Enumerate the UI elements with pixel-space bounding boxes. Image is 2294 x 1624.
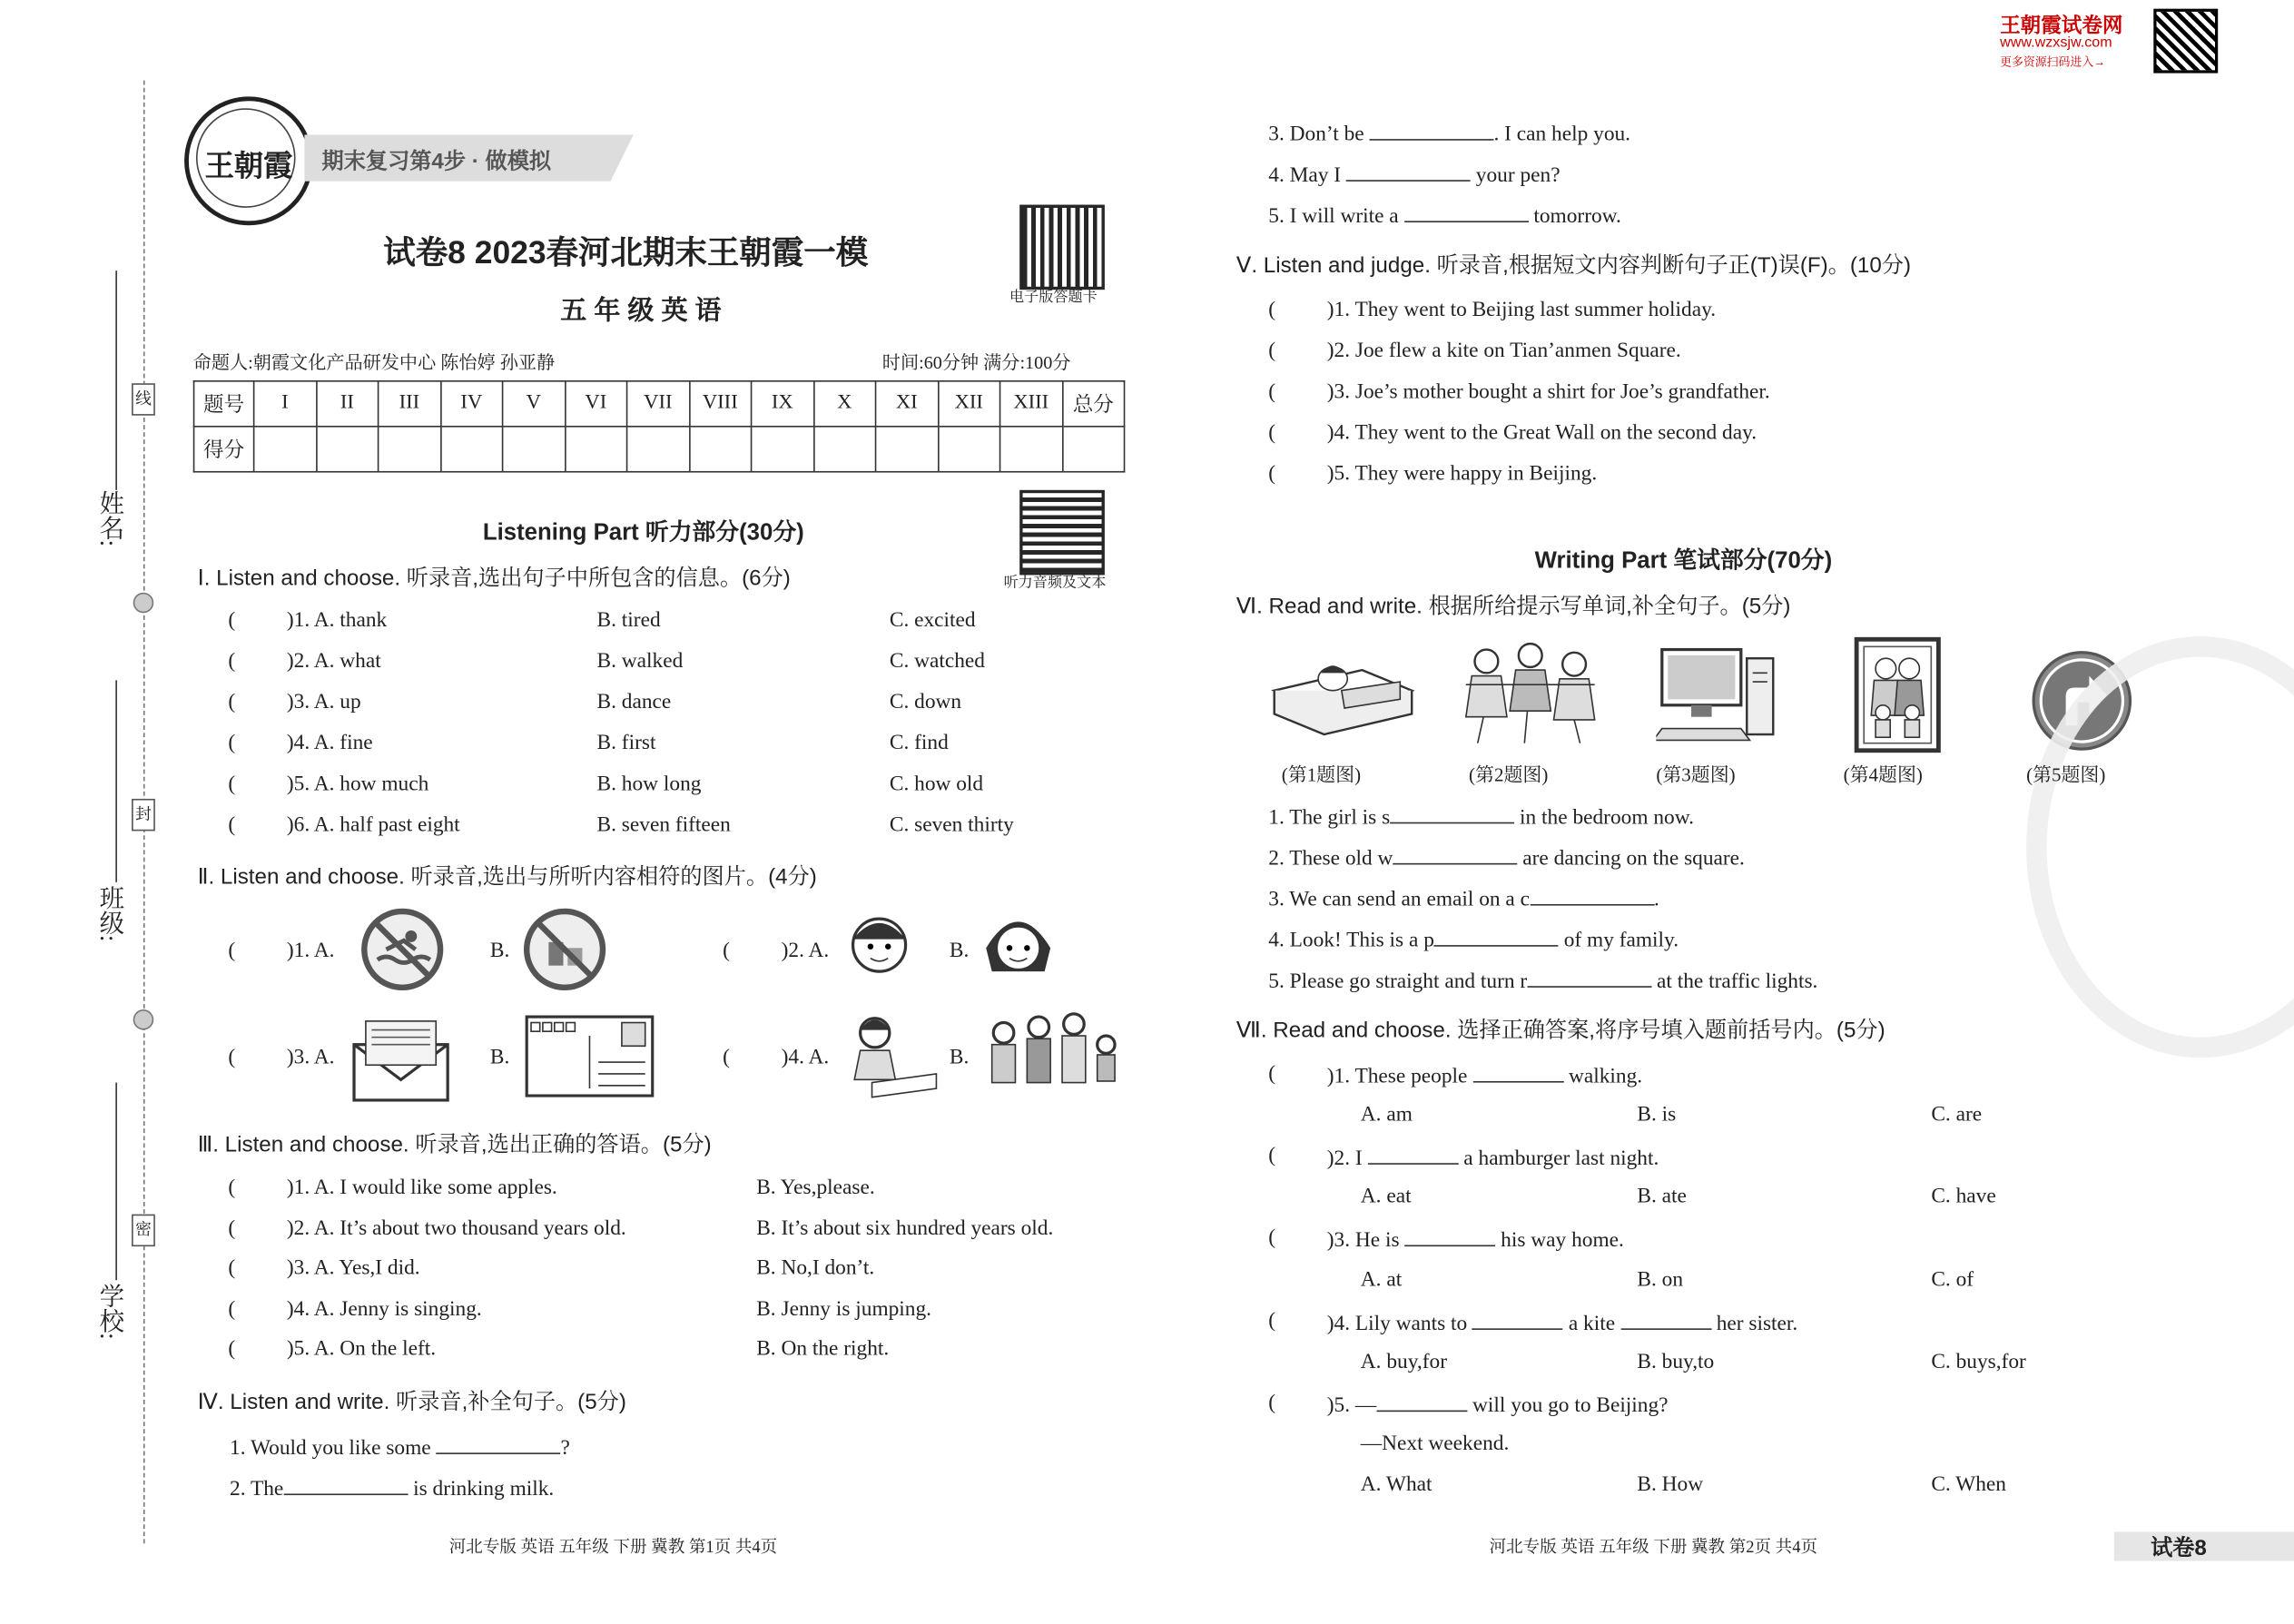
score-col: VII bbox=[627, 381, 689, 427]
woman-face-icon bbox=[980, 904, 1057, 993]
section7-q2-option-c[interactable]: C. have bbox=[1931, 1185, 1996, 1209]
name-label: 姓名: bbox=[94, 489, 123, 547]
section2-paren[interactable]: ( bbox=[228, 1046, 236, 1070]
score-cell[interactable] bbox=[440, 427, 502, 472]
section7-q4-c: her sister. bbox=[1716, 1312, 1798, 1336]
section7-q4 bbox=[1327, 1308, 1798, 1337]
section6-line-2 bbox=[1268, 842, 1745, 871]
answer-blank[interactable] bbox=[1393, 842, 1517, 864]
section1-item-4-c: C. find bbox=[889, 731, 949, 755]
answer-blank[interactable] bbox=[1620, 1308, 1711, 1330]
section1-item-3-a: )3. A. up bbox=[286, 690, 361, 714]
score-col: IV bbox=[440, 381, 502, 427]
section3-item-4-b: B. Jenny is jumping. bbox=[756, 1297, 932, 1322]
score-cell[interactable] bbox=[938, 427, 999, 472]
section7-q1-option-a[interactable]: A. am bbox=[1360, 1103, 1413, 1127]
section7-q3-option-b[interactable]: B. on bbox=[1637, 1268, 1684, 1293]
section3-title: Ⅲ. Listen and choose. 听录音,选出正确的答语。(5分) bbox=[197, 1132, 712, 1157]
section6-line-5 bbox=[1268, 966, 1817, 995]
score-cell[interactable] bbox=[627, 427, 689, 472]
section1-paren[interactable]: ( bbox=[228, 649, 236, 674]
section3-paren[interactable]: ( bbox=[228, 1337, 236, 1361]
section2-q2: )2. A. bbox=[781, 939, 830, 963]
section3-item-5-b: B. On the right. bbox=[756, 1337, 890, 1361]
binding-mark-feng: 封 bbox=[132, 799, 155, 831]
section1-item-2-b: B. walked bbox=[596, 649, 684, 674]
section6-line-5-b: at the traffic lights. bbox=[1657, 969, 1818, 994]
section1-item-1-a: )1. A. thank bbox=[286, 608, 388, 633]
section3-paren[interactable]: ( bbox=[228, 1297, 236, 1322]
footer-tag: 试卷8 bbox=[2151, 1536, 2207, 1561]
answer-blank[interactable] bbox=[283, 1473, 408, 1495]
section6-line-4-a: 4. Look! This is a p bbox=[1268, 929, 1434, 953]
score-cell[interactable] bbox=[379, 427, 440, 472]
section6-caption-2: (第2题图) bbox=[1469, 763, 1549, 786]
section5-item-1: )1. They went to Beijing last summer holiday. bbox=[1326, 298, 1717, 322]
school-label: 学校: bbox=[94, 1283, 123, 1340]
section6-line-1-a: 1. The girl is s bbox=[1268, 805, 1391, 830]
score-table bbox=[193, 380, 1126, 473]
postcard-icon bbox=[526, 1015, 655, 1104]
score-col: XII bbox=[938, 381, 999, 427]
school-line bbox=[115, 1083, 117, 1281]
score-col: XIII bbox=[1000, 381, 1062, 427]
section6-title: Ⅵ. Read and write. 根据所给提示写单词,补全句子。(5分) bbox=[1236, 594, 1791, 619]
section1-item-2-a: )2. A. what bbox=[286, 649, 381, 674]
section7-q3-a: )3. He is bbox=[1326, 1228, 1400, 1253]
brand-logo bbox=[184, 96, 313, 225]
section2-b-label: B. bbox=[949, 1046, 970, 1070]
section7-q3 bbox=[1327, 1225, 1624, 1254]
section1-title: Ⅰ. Listen and choose. 听录音,选出句子中所包含的信息。(6分) bbox=[197, 566, 791, 592]
score-cell[interactable] bbox=[813, 427, 875, 472]
binding-mark-xian: 线 bbox=[132, 383, 155, 415]
section6-line-2-a: 2. These old w bbox=[1268, 847, 1393, 871]
section7-q5-b: will you go to Beijing? bbox=[1472, 1393, 1669, 1418]
section1-paren[interactable]: ( bbox=[228, 772, 236, 796]
answer-blank[interactable] bbox=[1530, 883, 1654, 905]
section6-line-4 bbox=[1268, 925, 1679, 954]
section6-line-3-a: 3. We can send an email on a c bbox=[1268, 888, 1531, 912]
section2-paren[interactable]: ( bbox=[723, 1046, 730, 1070]
score-cell[interactable] bbox=[565, 427, 626, 472]
section4-line-2 bbox=[230, 1473, 554, 1502]
answer-blank[interactable] bbox=[1434, 925, 1559, 947]
score-cell[interactable] bbox=[254, 427, 316, 472]
section7-q1-option-b[interactable]: B. is bbox=[1637, 1103, 1677, 1127]
score-cell[interactable] bbox=[1000, 427, 1062, 472]
qr-code-audio[interactable] bbox=[1019, 490, 1104, 575]
section7-paren[interactable]: ( bbox=[1268, 1225, 1276, 1250]
site-url[interactable]: www.wzxsjw.com bbox=[2000, 34, 2112, 52]
answer-blank[interactable] bbox=[437, 1432, 561, 1454]
site-qr-code[interactable] bbox=[2153, 9, 2218, 74]
binding-mark-mi: 密 bbox=[132, 1215, 155, 1246]
score-col: I bbox=[254, 381, 316, 427]
section7-q1-b: walking. bbox=[1568, 1065, 1643, 1089]
family-photo-image bbox=[1854, 636, 1942, 761]
section5-title: Ⅴ. Listen and judge. 听录音,根据短文内容判断句子正(T)误(F)。(10分) bbox=[1236, 252, 1912, 279]
no-food-drink-icon bbox=[522, 907, 606, 999]
section2-q4: )4. A. bbox=[781, 1046, 830, 1070]
section1-item-1-b: B. tired bbox=[596, 608, 661, 633]
answer-blank[interactable] bbox=[1404, 1225, 1495, 1246]
section4-line-5-a: 5. I will write a bbox=[1268, 204, 1399, 229]
score-table-row1-label: 题号 bbox=[194, 381, 254, 427]
qr-answer-card-caption: 电子版答题卡 bbox=[1009, 290, 1098, 306]
section6-line-5-a: 5. Please go straight and turn r bbox=[1268, 969, 1528, 994]
section4-line-1-b: ? bbox=[560, 1436, 570, 1461]
section1-item-4-a: )4. A. fine bbox=[286, 731, 373, 755]
section7-paren[interactable]: ( bbox=[1268, 1391, 1276, 1415]
section4-line-4 bbox=[1268, 160, 1560, 189]
section4-line-5-b: tomorrow. bbox=[1533, 204, 1621, 229]
score-col-total: 总分 bbox=[1062, 381, 1124, 427]
no-swimming-icon bbox=[359, 907, 444, 999]
sleeping-girl-image bbox=[1268, 646, 1414, 747]
section6-line-2-b: are dancing on the square. bbox=[1522, 847, 1745, 871]
answer-blank[interactable] bbox=[1346, 160, 1471, 182]
score-cell[interactable] bbox=[752, 427, 813, 472]
site-brand[interactable]: 王朝霞试卷网 bbox=[2000, 13, 2123, 37]
section6-caption-4: (第4题图) bbox=[1843, 763, 1923, 786]
score-col: X bbox=[813, 381, 875, 427]
section7-q2-option-a[interactable]: A. eat bbox=[1360, 1185, 1412, 1209]
girl-face-icon bbox=[844, 907, 914, 990]
section3-item-2-a: )2. A. It’s about two thousand years old. bbox=[286, 1216, 626, 1241]
section6-line-4-b: of my family. bbox=[1563, 929, 1679, 953]
time-score: 时间:60分钟 满分:100分 bbox=[881, 352, 1071, 373]
section7-q5-option-c[interactable]: C. When bbox=[1931, 1472, 2006, 1497]
section5-paren[interactable]: ( bbox=[1268, 339, 1276, 363]
section7-paren[interactable]: ( bbox=[1268, 1144, 1276, 1168]
name-line bbox=[115, 271, 117, 490]
section1-item-2-c: C. watched bbox=[889, 649, 985, 674]
paper-title: 试卷8 2023春河北期末王朝霞一模 bbox=[383, 233, 869, 271]
section7-q4-option-c[interactable]: C. buys,for bbox=[1931, 1350, 2026, 1374]
score-cell[interactable] bbox=[503, 427, 565, 472]
section6-caption-1: (第1题图) bbox=[1281, 763, 1362, 786]
section1-paren[interactable]: ( bbox=[228, 690, 236, 714]
score-col: III bbox=[379, 381, 440, 427]
answer-blank[interactable] bbox=[1472, 1060, 1563, 1082]
section4-line-3 bbox=[1268, 119, 1630, 148]
section1-item-6-c: C. seven thirty bbox=[889, 813, 1014, 837]
section3-paren[interactable]: ( bbox=[228, 1256, 236, 1281]
section4-line-3-b: . I can help you. bbox=[1493, 123, 1631, 147]
answer-blank[interactable] bbox=[1404, 201, 1529, 222]
section1-item-1-c: C. excited bbox=[889, 608, 976, 633]
score-cell[interactable] bbox=[316, 427, 378, 472]
answer-blank[interactable] bbox=[1376, 1390, 1467, 1412]
old-women-dancing-image bbox=[1457, 641, 1603, 756]
section3-item-4-a: )4. A. Jenny is singing. bbox=[286, 1297, 482, 1322]
logo-text: 王朝霞 bbox=[204, 150, 293, 183]
section6-line-1 bbox=[1268, 802, 1694, 831]
class-label: 班级: bbox=[94, 885, 123, 942]
qr-code-answer-card[interactable] bbox=[1019, 205, 1104, 290]
section2-paren[interactable]: ( bbox=[723, 939, 730, 963]
section7-q5-option-b[interactable]: B. How bbox=[1637, 1472, 1704, 1497]
section4-line-3-a: 3. Don’t be bbox=[1268, 123, 1364, 147]
section7-q2 bbox=[1327, 1143, 1659, 1172]
section7-q2-b: a hamburger last night. bbox=[1463, 1147, 1659, 1171]
section2-b-label: B. bbox=[949, 939, 970, 963]
section2-b-label: B. bbox=[489, 1046, 510, 1070]
section4-line-4-b: your pen? bbox=[1475, 163, 1561, 188]
score-cell[interactable] bbox=[689, 427, 751, 472]
section3-paren[interactable]: ( bbox=[228, 1176, 236, 1200]
score-table-score-row bbox=[194, 427, 1125, 472]
section3-item-1-a: )1. A. I would like some apples. bbox=[286, 1176, 557, 1200]
section7-q5-option-a[interactable]: A. What bbox=[1360, 1472, 1433, 1497]
section3-item-3-a: )3. A. Yes,I did. bbox=[286, 1256, 420, 1281]
authors-line: 命题人:朝霞文化产品研发中心 陈怡婷 孙亚静 bbox=[192, 352, 556, 373]
score-col: VI bbox=[565, 381, 626, 427]
section7-paren[interactable]: ( bbox=[1268, 1062, 1276, 1086]
section5-item-2: )2. Joe flew a kite on Tian’anmen Square. bbox=[1326, 339, 1681, 363]
section1-item-3-b: B. dance bbox=[596, 690, 672, 714]
section1-paren[interactable]: ( bbox=[228, 731, 236, 755]
section6-caption-5: (第5题图) bbox=[2026, 763, 2106, 786]
section7-paren[interactable]: ( bbox=[1268, 1309, 1276, 1334]
score-col: VIII bbox=[689, 381, 751, 427]
listening-part-title: Listening Part 听力部分(30分) bbox=[482, 520, 804, 546]
section4-line-4-a: 4. May I bbox=[1268, 163, 1342, 188]
section2-paren[interactable]: ( bbox=[228, 939, 236, 963]
score-col: IX bbox=[752, 381, 813, 427]
answer-blank[interactable] bbox=[1368, 1143, 1459, 1165]
section3-item-3-b: B. No,I don’t. bbox=[756, 1256, 875, 1281]
section2-title: Ⅱ. Listen and choose. 听录音,选出与所听内容相符的图片。(4分) bbox=[197, 864, 817, 890]
binding-circle-1 bbox=[133, 593, 154, 614]
family-group-icon bbox=[983, 1007, 1124, 1107]
section4-line-5 bbox=[1268, 201, 1621, 230]
answer-blank[interactable] bbox=[1527, 966, 1651, 988]
score-col: XI bbox=[876, 381, 938, 427]
section7-q1 bbox=[1327, 1060, 1642, 1089]
section4-line-1-a: 1. Would you like some bbox=[230, 1436, 431, 1461]
answer-blank[interactable] bbox=[1472, 1308, 1563, 1330]
binding-circle-2 bbox=[133, 1009, 154, 1030]
section1-item-3-c: C. down bbox=[889, 690, 962, 714]
section7-q2-a: )2. I bbox=[1326, 1147, 1363, 1171]
score-cell[interactable] bbox=[1062, 427, 1124, 472]
section6-line-3 bbox=[1268, 883, 1659, 912]
section1-item-5-b: B. how long bbox=[596, 772, 702, 796]
section7-q3-option-c[interactable]: C. of bbox=[1931, 1268, 1974, 1293]
section1-item-4-b: B. first bbox=[596, 731, 656, 755]
section6-line-3-b: . bbox=[1654, 888, 1659, 912]
section1-item-6-a: )6. A. half past eight bbox=[286, 813, 460, 837]
section7-q4-b: a kite bbox=[1568, 1312, 1616, 1336]
section4-line-2-b: is drinking milk. bbox=[413, 1477, 555, 1501]
section4-title: Ⅳ. Listen and write. 听录音,补全句子。(5分) bbox=[197, 1390, 626, 1415]
section7-q5-reply: —Next weekend. bbox=[1360, 1432, 1510, 1456]
score-col: V bbox=[503, 381, 565, 427]
section5-paren[interactable]: ( bbox=[1268, 421, 1276, 445]
computer-image bbox=[1656, 644, 1778, 753]
section1-paren[interactable]: ( bbox=[228, 608, 236, 633]
section2-b-label: B. bbox=[489, 939, 510, 963]
section3-item-5-a: )5. A. On the left. bbox=[286, 1337, 437, 1361]
section7-q2-option-b[interactable]: B. ate bbox=[1637, 1185, 1687, 1209]
section3-item-1-b: B. Yes,please. bbox=[756, 1176, 875, 1200]
section5-item-5: )5. They were happy in Beijing. bbox=[1326, 462, 1598, 487]
girl-drawing-icon bbox=[842, 1012, 939, 1110]
step-banner-text: 期末复习第4步 · 做模拟 bbox=[321, 149, 552, 174]
section5-item-4: )4. They went to the Great Wall on the second day. bbox=[1326, 421, 1757, 445]
subject-title: 五 年 级 英 语 bbox=[560, 295, 722, 325]
section5-paren[interactable]: ( bbox=[1268, 298, 1276, 322]
section7-q3-b: his way home. bbox=[1501, 1228, 1624, 1253]
score-table-header-row bbox=[194, 381, 1125, 427]
section1-item-6-b: B. seven fifteen bbox=[596, 813, 731, 837]
section7-q4-option-b[interactable]: B. buy,to bbox=[1637, 1350, 1715, 1374]
score-col: II bbox=[316, 381, 378, 427]
section7-q1-a: )1. These people bbox=[1326, 1065, 1468, 1089]
answer-blank[interactable] bbox=[1369, 119, 1493, 141]
section5-paren[interactable]: ( bbox=[1268, 462, 1276, 487]
section7-q4-option-a[interactable]: A. buy,for bbox=[1360, 1350, 1447, 1374]
section4-line-1 bbox=[230, 1432, 570, 1462]
section7-title: Ⅶ. Read and choose. 选择正确答案,将序号填入题前括号内。(5分) bbox=[1236, 1018, 1885, 1044]
site-tip: 更多资源扫码进入→ bbox=[2000, 55, 2106, 69]
section1-item-5-c: C. how old bbox=[889, 772, 984, 796]
footer-right: 河北专版 英语 五年级 下册 冀教 第2页 共4页 bbox=[1489, 1539, 1818, 1557]
section7-q3-option-a[interactable]: A. at bbox=[1360, 1268, 1403, 1293]
footer-left: 河北专版 英语 五年级 下册 冀教 第1页 共4页 bbox=[448, 1539, 778, 1557]
section2-q1: )1. A. bbox=[286, 939, 335, 963]
score-table-row2-label: 得分 bbox=[194, 427, 254, 472]
section7-q5-a: )5. — bbox=[1326, 1393, 1377, 1418]
section6-line-1-b: in the bedroom now. bbox=[1520, 805, 1694, 830]
answer-blank[interactable] bbox=[1390, 802, 1514, 823]
class-line bbox=[115, 680, 117, 881]
section5-item-3: )3. Joe’s mother bought a shirt for Joe’s grandfather. bbox=[1326, 380, 1770, 404]
section1-paren[interactable]: ( bbox=[228, 813, 236, 837]
section2-q3: )3. A. bbox=[286, 1046, 335, 1070]
qr-audio-caption: 听力音频及文本 bbox=[1003, 575, 1107, 592]
section4-line-2-a: 2. The bbox=[230, 1477, 284, 1501]
letter-envelope-icon bbox=[351, 1015, 451, 1110]
section7-q1-option-c[interactable]: C. are bbox=[1931, 1103, 1983, 1127]
section1-item-5-a: )5. A. how much bbox=[286, 772, 429, 796]
section3-item-2-b: B. It’s about six hundred years old. bbox=[756, 1216, 1054, 1241]
score-cell[interactable] bbox=[876, 427, 938, 472]
section5-paren[interactable]: ( bbox=[1268, 380, 1276, 404]
section7-q5 bbox=[1327, 1390, 1669, 1419]
section6-caption-3: (第3题图) bbox=[1656, 763, 1736, 786]
section7-q4-a: )4. Lily wants to bbox=[1326, 1312, 1468, 1336]
section3-paren[interactable]: ( bbox=[228, 1216, 236, 1241]
writing-part-title: Writing Part 笔试部分(70分) bbox=[1534, 548, 1833, 574]
